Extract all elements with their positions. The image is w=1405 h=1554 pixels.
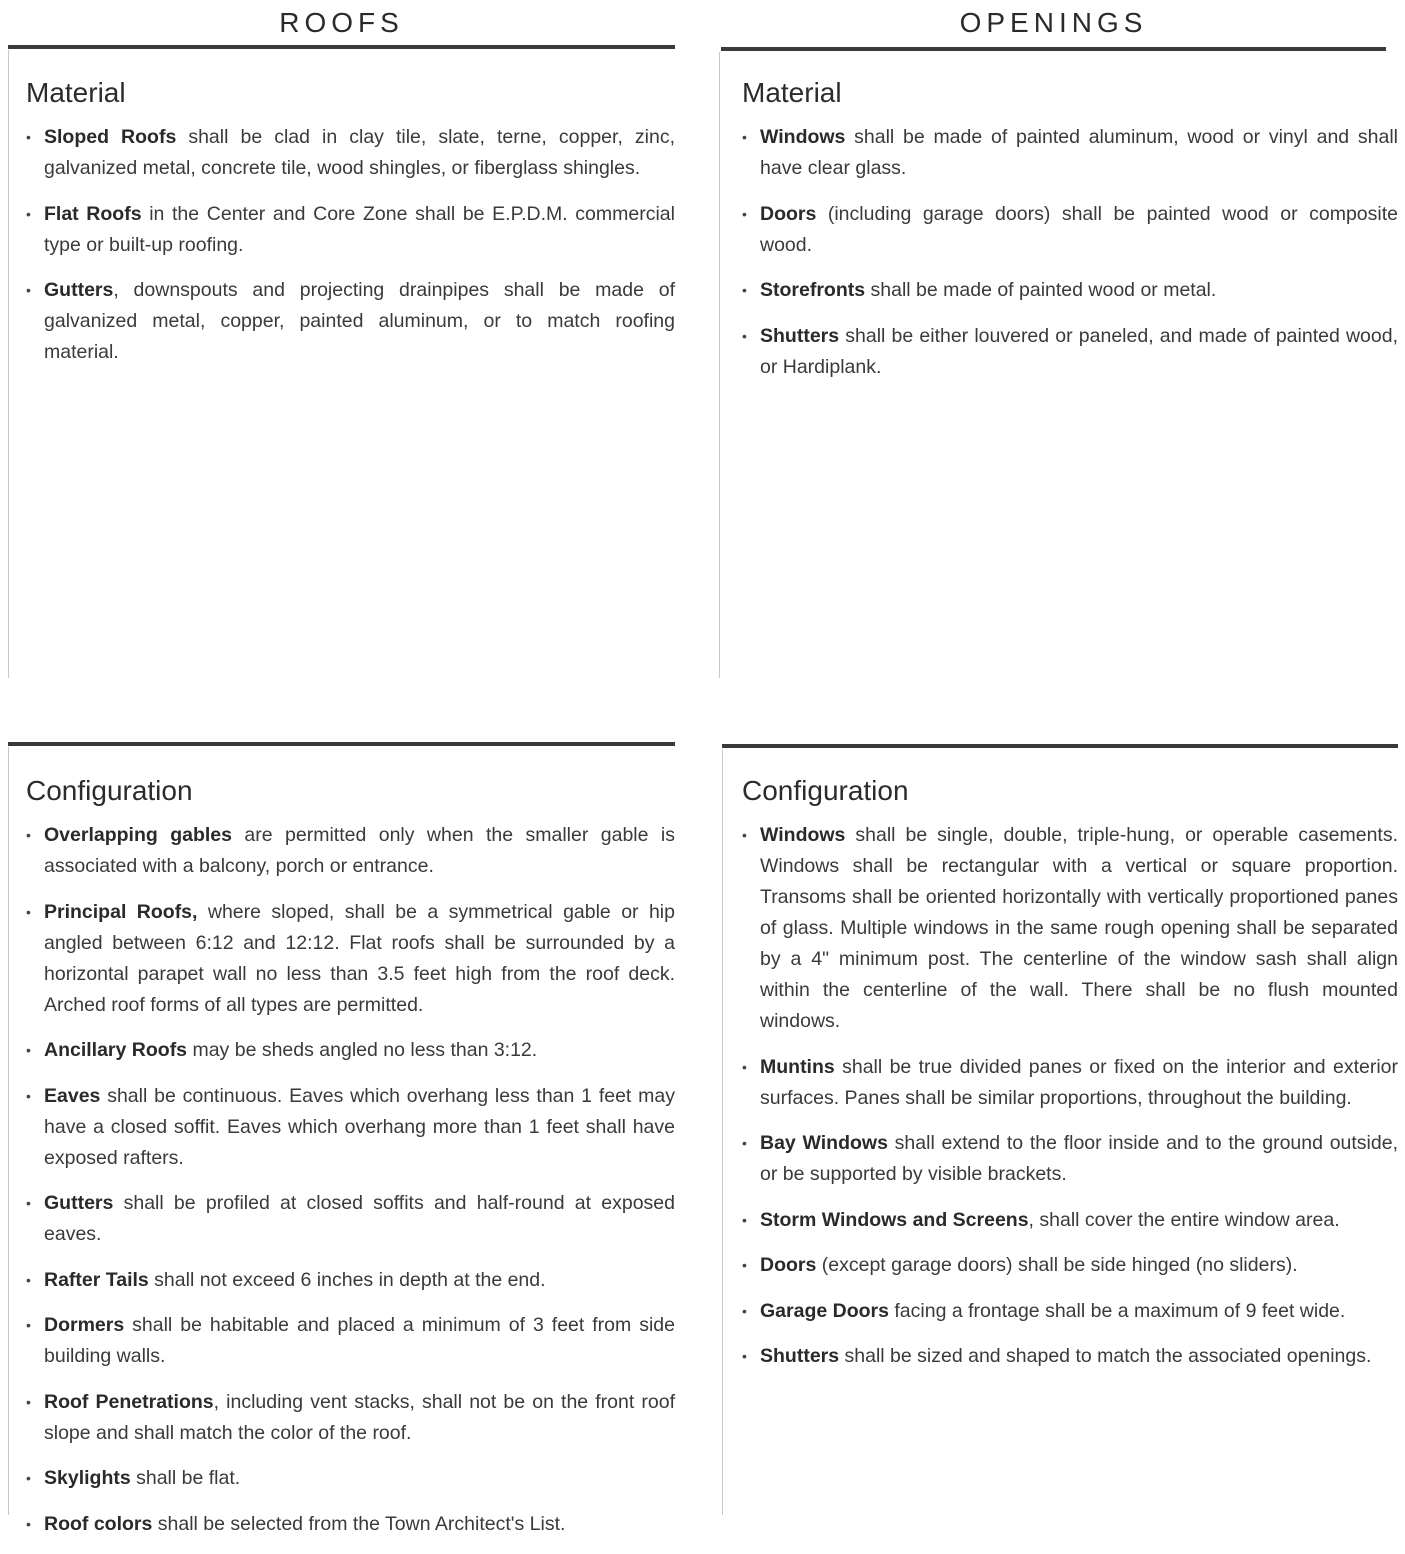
item-text: , including vent stacks, shall not be on the front roof slope and shall match the color of the roof. — [44, 1390, 675, 1444]
roofs-material-heading: Material — [26, 77, 126, 108]
list-item — [26, 1463, 675, 1494]
list-item — [26, 1265, 675, 1296]
list-item — [742, 122, 1398, 184]
item-term: Bay Windows — [760, 1132, 888, 1154]
item-text: shall be true divided panes or fixed on the interior and exterior surfaces. Panes shall be similar proportions, throughout the building. — [760, 1055, 1398, 1109]
item-term: Eaves — [44, 1084, 101, 1107]
item-text: , downspouts and projecting drainpipes shall be made of galvanized metal, copper, painted aluminum, or to match roofing material. — [44, 279, 675, 363]
item-text: (including garage doors) shall be painted wood or composite wood. — [760, 202, 1398, 256]
item-term: Roof Penetrations — [44, 1390, 214, 1413]
list-item — [742, 820, 1398, 1037]
list-item — [742, 1128, 1398, 1190]
item-term: Flat Roofs — [44, 202, 142, 225]
item-term: Windows — [760, 824, 846, 846]
list-item — [742, 1052, 1398, 1114]
item-text: shall be made of painted wood or metal. — [865, 279, 1217, 301]
list-item — [26, 199, 675, 261]
item-term: Garage Doors — [760, 1299, 889, 1322]
openings-material-section — [742, 76, 1398, 397]
item-term: Doors — [760, 1254, 817, 1276]
item-text: shall be continuous. Eaves which overhang less than 1 feet may have a closed soffit. Eaves which overhang more than 1 feet shall have exposed rafters. — [44, 1084, 675, 1169]
openings-configuration-left-line — [722, 749, 723, 1515]
item-term: Overlapping gables — [44, 824, 232, 846]
openings-configuration-heading: Configuration — [742, 775, 909, 806]
item-text: shall be habitable and placed a minimum of 3 feet from side building walls. — [44, 1314, 675, 1367]
list-item — [742, 321, 1398, 383]
roofs-configuration-list — [26, 820, 675, 1540]
item-text: shall be sized and shaped to match the associated openings. — [839, 1345, 1372, 1367]
item-term: Muntins — [760, 1055, 835, 1078]
item-term: Rafter Tails — [44, 1268, 149, 1291]
item-term: Roof colors — [44, 1512, 153, 1535]
item-term: Principal Roofs, — [44, 900, 198, 923]
item-text: shall be single, double, triple-hung, or operable casements. Windows shall be rectangular with a vertical or square proportion. Transoms shall be oriented horizontally with vertically proportioned panes of glass. Multiple windows in the same rough opening shall be separated by a 4" minimum post. The centerline of the window sash shall align within the centerline of the wall. There shall be no flush mounted windows. — [760, 824, 1398, 1032]
roofs-material-left-line — [8, 50, 9, 678]
openings-column-title: OPENINGS — [959, 7, 1148, 38]
item-term: Doors — [760, 202, 817, 225]
item-term: Ancillary Roofs — [44, 1039, 188, 1061]
item-text: shall be profiled at closed soffits and half-round at exposed eaves. — [44, 1192, 675, 1245]
item-term: Skylights — [44, 1467, 131, 1489]
list-item — [26, 1387, 675, 1449]
list-item — [26, 897, 675, 1021]
list-item — [26, 820, 675, 882]
item-text: are permitted only when the smaller gable is associated with a balcony, porch or entrance. — [44, 824, 675, 877]
list-item — [742, 1341, 1398, 1372]
item-text: shall be selected from the Town Architect's List. — [152, 1512, 566, 1535]
list-item — [26, 1188, 675, 1250]
roofs-material-section — [26, 76, 675, 383]
item-term: Sloped Roofs — [44, 126, 177, 148]
roofs-material-list — [26, 122, 675, 368]
item-term: Shutters — [760, 324, 840, 347]
item-text: where sloped, shall be a symmetrical gable or hip angled between 6:12 and 12:12. Flat roofs shall be surrounded by a horizontal parapet wall no less than 3.5 feet high from the roof deck. Arched roof forms of all types are permitted. — [44, 900, 675, 1016]
list-item — [742, 199, 1398, 261]
list-item — [742, 275, 1398, 306]
item-term: Gutters — [44, 1192, 114, 1214]
item-term: Gutters — [44, 279, 114, 301]
roofs-top-rule — [8, 45, 675, 49]
roofs-configuration-left-line — [8, 747, 9, 1515]
item-text: shall be flat. — [130, 1467, 241, 1489]
item-text: shall be made of painted aluminum, wood or vinyl and shall have clear glass. — [760, 126, 1398, 179]
list-item — [26, 122, 675, 184]
openings-configuration-section — [742, 774, 1398, 1387]
item-text: in the Center and Core Zone shall be E.P.D.M. commercial type or built-up roofing. — [44, 202, 675, 256]
roofs-column-title: ROOFS — [279, 7, 404, 38]
list-item — [742, 1250, 1398, 1281]
item-text: facing a frontage shall be a maximum of 9 feet wide. — [888, 1299, 1346, 1322]
item-term: Storm Windows and Screens — [760, 1208, 1029, 1231]
roofs-configuration-section — [26, 774, 675, 1554]
item-text: shall be clad in clay tile, slate, terne, copper, zinc, galvanized metal, concrete tile, wood shingles, or fiberglass shingles. — [44, 126, 675, 179]
openings-material-left-line — [719, 52, 720, 678]
openings-top-rule — [721, 47, 1386, 51]
list-item — [26, 275, 675, 368]
item-text: shall not exceed 6 inches in depth at the end. — [148, 1268, 546, 1291]
openings-configuration-list — [742, 820, 1398, 1372]
roofs-middle-rule — [8, 742, 675, 746]
list-item — [26, 1509, 675, 1540]
list-item — [742, 1296, 1398, 1327]
roofs-configuration-heading: Configuration — [26, 775, 193, 806]
openings-material-heading: Material — [742, 77, 842, 108]
item-text: shall extend to the floor inside and to the ground outside, or be supported by visible brackets. — [760, 1132, 1398, 1185]
item-text: shall be either louvered or paneled, and made of painted wood, or Hardiplank. — [760, 324, 1398, 378]
item-term: Dormers — [44, 1314, 125, 1336]
openings-middle-rule — [722, 744, 1398, 748]
item-text: (except garage doors) shall be side hinged (no sliders). — [816, 1254, 1298, 1276]
item-text: may be sheds angled no less than 3:12. — [187, 1039, 538, 1061]
item-term: Storefronts — [760, 279, 866, 301]
item-term: Windows — [760, 126, 846, 148]
item-term: Shutters — [760, 1345, 840, 1367]
openings-material-list — [742, 122, 1398, 383]
item-text: , shall cover the entire window area. — [1028, 1208, 1340, 1231]
list-item — [26, 1081, 675, 1174]
list-item — [26, 1035, 675, 1066]
list-item — [742, 1205, 1398, 1236]
list-item — [26, 1310, 675, 1372]
